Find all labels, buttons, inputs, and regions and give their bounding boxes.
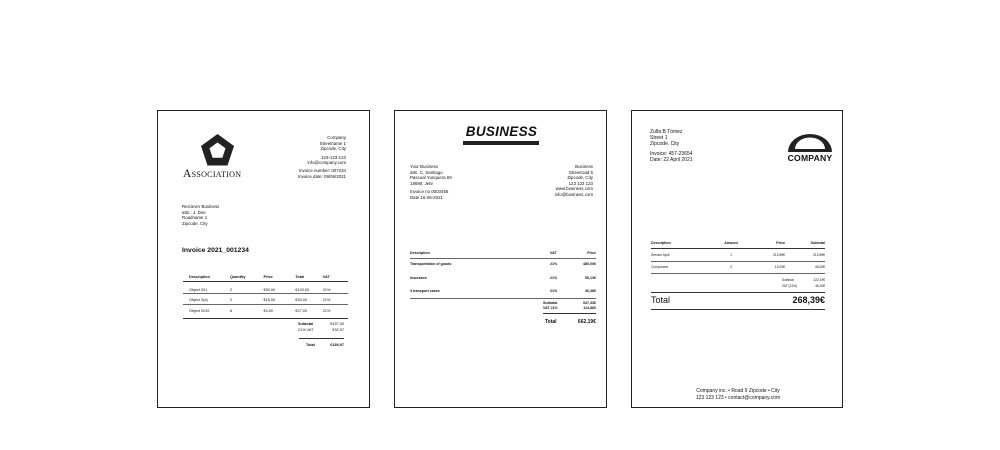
table-divider (410, 258, 596, 259)
sender-block: Your Business attn. C. Santiago Pascual Yunquera 69 18690, Jete Invoice no 0003456 Date 16-06-2021 (410, 164, 452, 200)
footer: Company inc. • Road 9 Zipcode • City 123 123 123 • contact@company.com (695, 388, 781, 401)
row-divider (183, 293, 348, 294)
grand-total: Total €189,97 (306, 343, 344, 347)
table-header: Description Amount Price Subtotal (651, 241, 825, 245)
total-divider (651, 309, 825, 310)
brand-underline (463, 141, 539, 145)
items-table (410, 251, 596, 255)
total-divider (299, 338, 344, 339)
table-row: Component 3 15,00€ 45,00€ (651, 265, 825, 269)
table-row: Insurance 21% 55,13€ (410, 275, 596, 280)
recipient-block: Zulfa B Tómez Street 1 Zipcode, City Invoice: 457-23654 Date: 22 April 2021 (650, 129, 693, 163)
table-header: Description Quantity Price Total VAT (189, 275, 330, 279)
half-circle-icon (787, 133, 833, 153)
grand-total: Total 662,19€ (545, 319, 596, 325)
items-body (410, 262, 596, 303)
table-row: Service April 1 213,59€ 213,59€ (651, 253, 825, 257)
totals-block: Subtotal 547,33€ VAT 21% 114,86€ (543, 301, 596, 310)
table-row: Object 0032 6 €4,50 €27,00 21% (189, 308, 331, 313)
invoice-title: Invoice 2021_001234 (182, 247, 249, 254)
table-divider (651, 292, 825, 293)
invoice-page-company (631, 110, 843, 408)
invoice-page-association (157, 110, 370, 408)
table-row: Object 2(a) 2 €15,00 €30,00 21% (189, 298, 331, 303)
recipient-block: Reiciever Business attn.: J. Doe Roadname 1 Zipcode, City (182, 204, 220, 226)
brand-name: BUSINESS (465, 124, 538, 139)
table-header: Description VAT Price (410, 251, 596, 255)
items-table-body (189, 285, 341, 317)
table-divider (183, 281, 348, 282)
pentagon-icon (200, 133, 235, 167)
row-divider (651, 261, 825, 262)
table-row: 3 transport cases 21% 36,38€ (410, 289, 596, 293)
table-row: Object 001 2 €50,00 €100,00 21% (189, 287, 331, 292)
recipient-block: Business Streetroad 5 Zipcode, City 123 123 123 www.business.com info@business.com (554, 164, 593, 197)
sender-block: Company Streetname 1 Zipcode, City 123-123-123 info@company.com Invoice number: 007234 Invoice date: 09/06/2021 (297, 135, 346, 179)
totals-block: Subtotal €157,00 21% VAT €32,97 (298, 322, 344, 332)
brand-name: COMPANY (787, 153, 833, 163)
invoice-page-business (394, 110, 607, 408)
brand-name: Association (183, 168, 242, 180)
table-row: Transportation of goods 21% 480,00€ (410, 262, 596, 266)
row-divider (651, 273, 825, 274)
table-divider (410, 298, 596, 299)
row-divider (183, 304, 348, 305)
table-divider (183, 318, 348, 319)
totals-block: Subtotal 222,19€ VAT (21%) 46,20€ (782, 278, 825, 288)
grand-total: Total 268,39€ (651, 295, 825, 305)
total-divider (543, 313, 596, 314)
table-divider (651, 248, 825, 249)
items-table (189, 275, 341, 280)
